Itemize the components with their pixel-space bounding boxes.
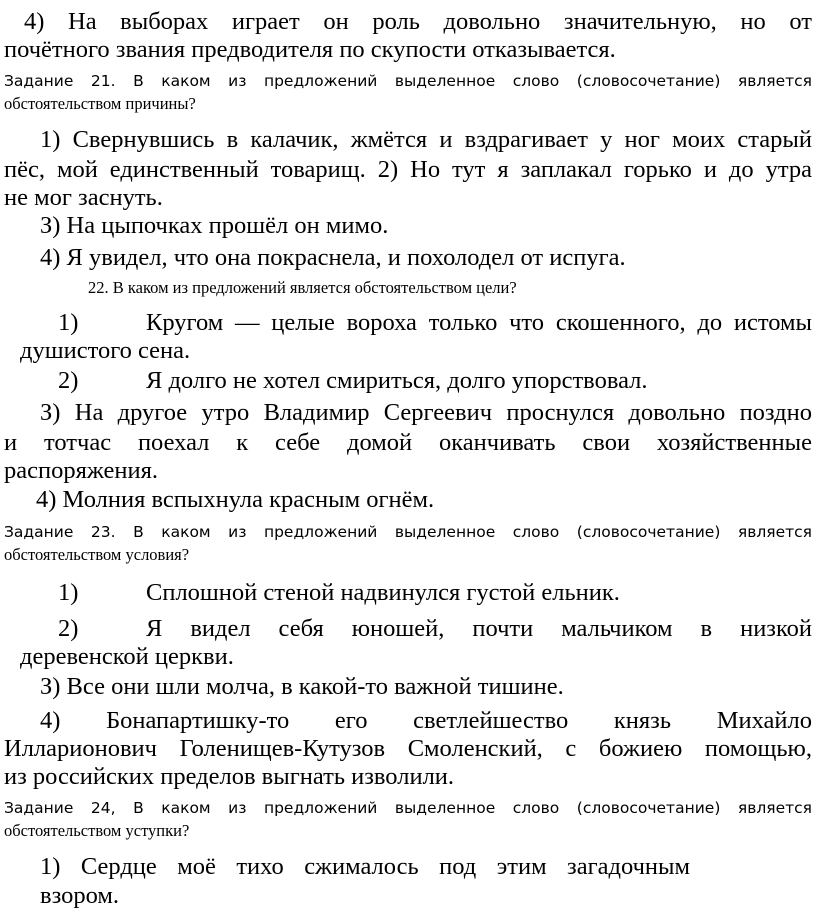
option-line: Я долго не хотел смириться, долго упорствовал. — [146, 367, 648, 394]
option-line: душистого сена. — [20, 337, 191, 364]
option-line: З) Все они шли молча, в какой-то важной тишине. — [40, 673, 564, 700]
text-line: почётного звания предводителя по скупости отказывается. — [4, 36, 616, 63]
option-number: 2) — [58, 367, 79, 394]
option-line: взором. — [40, 882, 120, 909]
option-line: 1) Сердце моё тихо сжималось под этим загадочным — [40, 853, 690, 880]
task-prompt: обстоятельством уступки? — [4, 821, 190, 840]
task-prompt: Задание 23. В каком из предложений выделенное слово (словосочетание) является — [4, 523, 812, 541]
option-number: 1) — [58, 309, 79, 336]
option-line: З) На другое утро Владимир Сергеевич проснулся довольно поздно — [40, 399, 812, 426]
option-number: 1) — [58, 579, 79, 606]
option-line: деревенской церкви. — [20, 643, 234, 670]
option-line: Сплошной стеной надвинулся густой ельник. — [146, 579, 620, 606]
text-line: 4) На выборах играет он роль довольно значительную, но от — [24, 8, 812, 35]
option-line: З) На цыпочках прошёл он мимо. — [40, 212, 389, 239]
option-line: 4) Бонапартишку-то его светлейшество князь Михайло — [40, 707, 812, 734]
option-line: Кругом — целые вороха только что скошенного, до истомы — [146, 309, 812, 336]
option-line: пёс, мой единственный товарищ. 2) Но тут я заплакал горько и до утра — [4, 156, 812, 183]
task-prompt: Задание 21. В каком из предложений выделенное слово (словосочетание) является — [4, 72, 812, 90]
option-line: 1) Свернувшись в калачик, жмётся и вздрагивает у ног моих старый — [40, 126, 812, 153]
option-line: 4) Я увидел, что она покраснела, и похолодел от испуга. — [40, 244, 626, 271]
task-prompt: 22. В каком из предложений является обстоятельством цели? — [88, 278, 517, 297]
task-prompt: обстоятельством условия? — [4, 545, 190, 564]
option-line: Я видел себя юношей, почти мальчиком в низкой — [146, 615, 812, 642]
option-line: 4) Молния вспыхнула красным огнём. — [36, 486, 435, 513]
option-line: и тотчас поехал к себе домой оканчивать свои хозяйственные — [4, 429, 812, 456]
task-prompt: обстоятельством причины? — [4, 94, 196, 113]
option-number: 2) — [58, 615, 79, 642]
option-line: распоряжения. — [4, 457, 158, 484]
option-line: из российских пределов выгнать изволили. — [4, 763, 455, 790]
option-line: Илларионович Голенищев-Кутузов Смоленский, с божиею помощью, — [4, 735, 812, 762]
option-line: не мог заснуть. — [4, 184, 163, 211]
task-prompt: Задание 24, В каком из предложений выделенное слово (словосочетание) является — [4, 799, 812, 817]
